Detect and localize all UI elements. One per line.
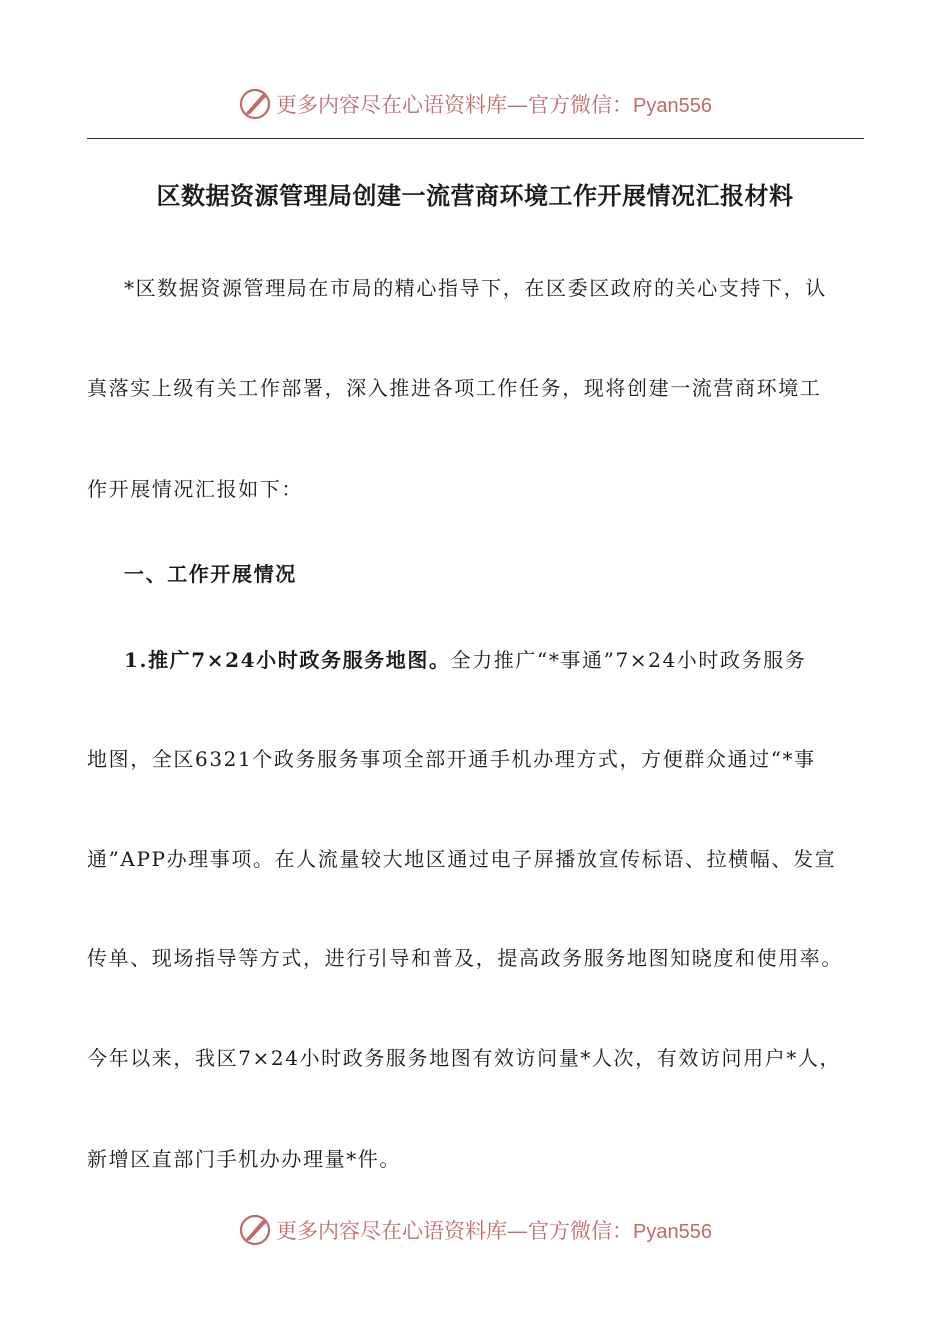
document-title: 区数据资源管理局创建一流营商环境工作开展情况汇报材料	[156, 181, 794, 210]
paragraph-line: 真落实上级有关工作部署，深入推进各项工作任务，现将创建一流营商环境工	[87, 376, 822, 400]
paragraph-line: *区数据资源管理局在市局的精心指导下，在区委区政府的关心支持下，认	[124, 276, 827, 300]
header-banner-text	[276, 89, 712, 119]
paragraph-line: 新增区直部门手机办办理量*件。	[87, 1147, 401, 1171]
header-banner	[0, 82, 950, 126]
footer-banner-cn: 更多内容尽在心语资料库—官方微信：	[276, 1219, 634, 1243]
paragraph-line: 地图，全区6321个政务服务事项全部开通手机办理方式，方便群众通过“*事	[87, 747, 816, 771]
paragraph-line: 通”APP办理事项。在人流量较大地区通过电子屏播放宣传标语、拉横幅、发宣	[87, 847, 837, 871]
footer-banner-text	[276, 1215, 712, 1245]
item-first-line	[124, 648, 901, 672]
item-heading: 1.推广7×24小时政务服务地图。	[124, 648, 451, 672]
footer-banner	[0, 1208, 950, 1252]
item-first-line-text: 全力推广“*事通”7×24小时政务服务	[450, 648, 807, 672]
footer-banner-wechat-id: Pyan556	[633, 1221, 712, 1243]
header-banner-wechat-id: Pyan556	[633, 95, 712, 117]
section-heading: 一、工作开展情况	[124, 562, 297, 586]
header-divider	[87, 138, 864, 139]
pen-logo-icon	[238, 1213, 272, 1247]
paragraph-line: 传单、现场指导等方式，进行引导和普及，提高政务服务地图知晓度和使用率。	[87, 946, 843, 970]
paragraph-line: 今年以来，我区7×24小时政务服务地图有效访问量*人次，有效访问用户*人，	[87, 1046, 842, 1070]
header-banner-cn: 更多内容尽在心语资料库—官方微信：	[276, 93, 634, 117]
paragraph-line: 作开展情况汇报如下：	[87, 477, 303, 501]
pen-logo-icon	[238, 87, 272, 121]
